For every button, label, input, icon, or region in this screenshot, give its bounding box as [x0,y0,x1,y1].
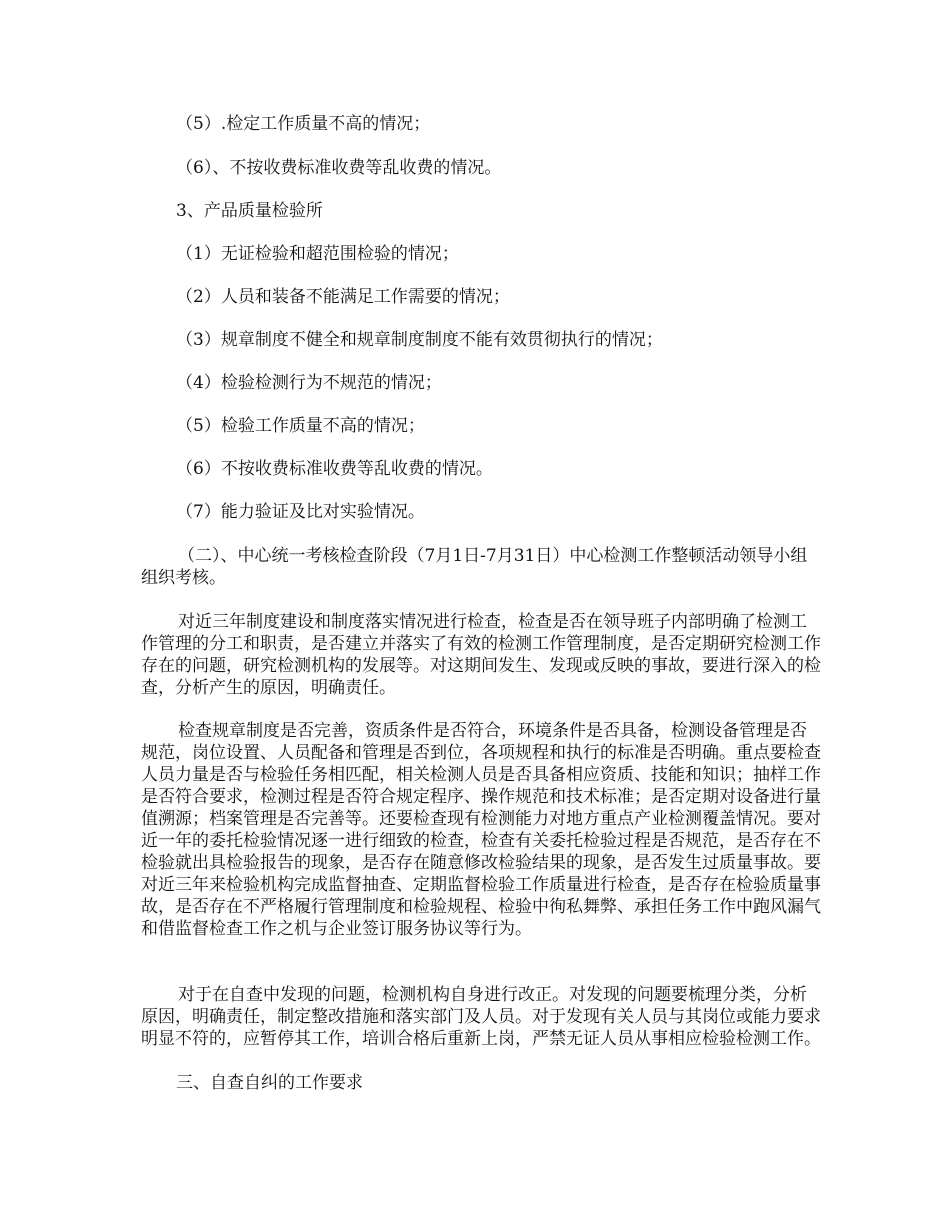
list-item-inspection-6: （6）、不按收费标准收费等乱收费的情况。 [176,158,502,178]
list-item-product-4: （4）检验检测行为不规范的情况； [176,373,442,393]
list-item-inspection-5: （5）.检定工作质量不高的情况； [176,114,431,134]
section-heading-requirements: 三、自查自纠的工作要求 [176,1073,363,1093]
list-item-product-6: （6）不按收费标准收费等乱收费的情况。 [176,459,493,479]
list-item-product-5: （5）检验工作质量不高的情况； [176,416,425,436]
paragraph-rules-check: 检查规章制度是否完善，资质条件是否符合，环境条件是否具备，检测设备管理是否规范，岗位设置、人员配备和管理是否到位，各项规程和执行的标准是否明确。重点要检查人员力量是否与检验任务相匹配，相关检测人员是否具备相应资质、技能和知识；抽样工作是否符合要求，检测过程是否符合规定程序、操作规范和技术标准；是否定期对设备进行量值溯源；档案管理是否完善等。还要检查现有检测能力对地方重点产业检测覆盖情况。要对近一年的委托检验情况逐一进行细致的检查，检查有关委托检验过程是否规范，是否存在不检验就出具检验报告的现象，是否存在随意修改检验结果的现象，是否发生过质量事故。要对近三年来检验机构完成监督抽查、定期监督检验工作质量进行检查，是否存在检验质量事故，是否存在不严格履行管理制度和检验规程、检验中徇私舞弊、承担任务工作中跑风漏气和借监督检查工作之机与企业签订服务协议等行为。 [141,721,821,939]
paragraph-self-correction: 对于在自查中发现的问题，检测机构自身进行改正。对发现的问题要梳理分类，分析原因，明确责任，制定整改措施和落实部门及人员。对于发现有关人员与其岗位或能力要求明显不符的，应暂停其工作，培训合格后重新上岗，严禁无证人员从事相应检验检测工作。 [141,985,821,1049]
list-item-product-2: （2）人员和装备不能满足工作需要的情况； [176,287,510,307]
list-item-product-1: （1）无证检验和超范围检验的情况； [176,244,459,264]
list-item-product-3: （3）规章制度不健全和规章制度制度不能有效贯彻执行的情况； [176,330,663,350]
paragraph-system-check: 对近三年制度建设和制度落实情况进行检查，检查是否在领导班子内部明确了检测工作管理的分工和职责，是否建立并落实了有效的检测工作管理制度，是否定期研究检测工作存在的问题，研究检测机构的发展等。对这期间发生、发现或反映的事故，要进行深入的检查，分析产生的原因，明确责任。 [141,612,821,698]
section-heading-product-quality: 3、产品质量检验所 [176,201,323,221]
list-item-product-7: （7）能力验证及比对实验情况。 [176,502,425,522]
paragraph-stage-two: （二）、中心统一考核检查阶段（7月1日-7月31日）中心检测工作整顿活动领导小组组织考核。 [141,546,808,588]
